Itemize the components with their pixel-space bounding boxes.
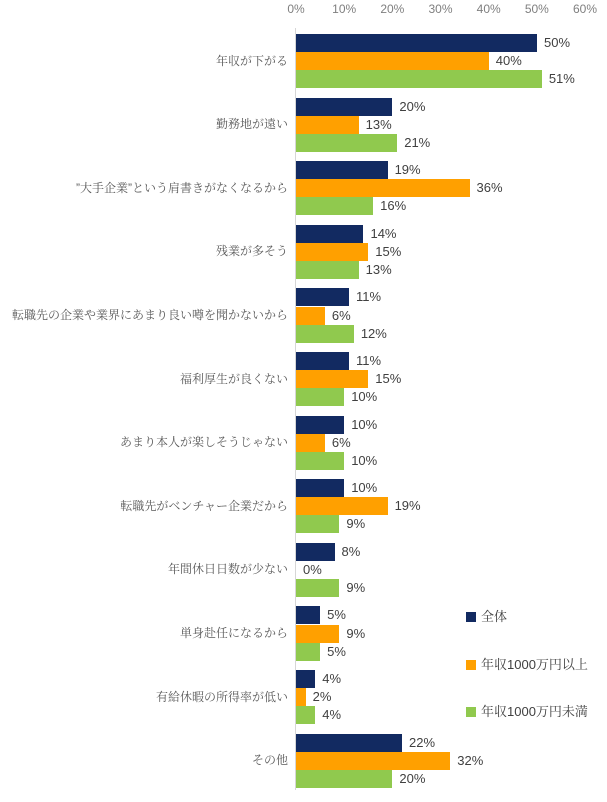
category-label: 有給休暇の所得率が低い bbox=[155, 689, 288, 704]
bar bbox=[296, 770, 392, 788]
value-label: 6% bbox=[331, 434, 351, 450]
bar bbox=[296, 116, 359, 134]
bar bbox=[296, 734, 402, 752]
legend-item bbox=[466, 657, 588, 673]
value-label: 12% bbox=[360, 325, 387, 341]
value-label: 4% bbox=[322, 671, 342, 687]
bar bbox=[296, 416, 344, 434]
x-axis-tick-label: 10% bbox=[332, 2, 357, 16]
value-label: 4% bbox=[322, 707, 342, 723]
value-label: 19% bbox=[394, 498, 421, 514]
category-label: 年収が下がる bbox=[215, 53, 288, 68]
bar bbox=[296, 161, 388, 179]
value-label: 36% bbox=[476, 180, 503, 196]
value-label: 9% bbox=[346, 625, 366, 641]
value-label: 22% bbox=[409, 734, 436, 750]
bar bbox=[296, 70, 542, 88]
category-label: 転職先の企業や業界にあまり良い噂を聞かないから bbox=[11, 308, 288, 323]
value-label: 20% bbox=[399, 98, 426, 114]
value-label: 10% bbox=[351, 480, 378, 496]
value-label: 8% bbox=[341, 543, 361, 559]
bar bbox=[296, 370, 368, 388]
value-label: 5% bbox=[327, 607, 346, 623]
bar bbox=[296, 225, 363, 243]
bar bbox=[296, 452, 344, 470]
bar bbox=[296, 52, 489, 70]
value-label: 0% bbox=[303, 561, 322, 577]
value-label: 13% bbox=[365, 116, 392, 132]
bar bbox=[296, 134, 397, 152]
value-label: 16% bbox=[380, 198, 407, 214]
value-label: 32% bbox=[457, 752, 484, 768]
value-label: 9% bbox=[346, 516, 366, 532]
category-label: あまり本人が楽しそうじゃない bbox=[119, 435, 288, 450]
category-label: その他 bbox=[251, 753, 288, 768]
bar bbox=[296, 352, 349, 370]
bar bbox=[296, 325, 354, 343]
value-label: 10% bbox=[351, 416, 378, 432]
category-label: 勤務地が遠い bbox=[215, 117, 288, 132]
legend-swatch bbox=[466, 660, 476, 670]
bar bbox=[296, 706, 315, 724]
value-label: 20% bbox=[399, 770, 426, 786]
category-label: 単身赴任になるから bbox=[179, 626, 288, 641]
value-label: 14% bbox=[370, 225, 397, 241]
x-axis-tick-label: 50% bbox=[524, 2, 549, 16]
bar bbox=[296, 497, 388, 515]
legend-label: 年収1000万円以上 bbox=[481, 656, 588, 672]
category-label: 残業が多そう bbox=[215, 244, 288, 259]
bar bbox=[296, 579, 339, 597]
value-label: 15% bbox=[375, 243, 402, 259]
legend-swatch bbox=[466, 612, 476, 622]
legend-item bbox=[466, 704, 588, 720]
bar bbox=[296, 670, 315, 688]
value-label: 40% bbox=[495, 53, 522, 69]
bar bbox=[296, 606, 320, 624]
bar bbox=[296, 479, 344, 497]
bar bbox=[296, 261, 359, 279]
category-label: ”大手企業”という肩書きがなくなるから bbox=[76, 180, 288, 195]
value-label: 10% bbox=[351, 389, 378, 405]
bar bbox=[296, 688, 306, 706]
value-label: 15% bbox=[375, 371, 402, 387]
bar bbox=[296, 434, 325, 452]
x-axis-tick-label: 20% bbox=[380, 2, 405, 16]
bar bbox=[296, 388, 344, 406]
x-axis-tick-label: 0% bbox=[287, 2, 305, 16]
value-label: 50% bbox=[544, 35, 571, 51]
value-label: 13% bbox=[365, 262, 392, 278]
bar bbox=[296, 34, 537, 52]
bar bbox=[296, 643, 320, 661]
x-axis-tick-label: 30% bbox=[428, 2, 453, 16]
value-label: 2% bbox=[312, 689, 332, 705]
bar bbox=[296, 243, 368, 261]
value-label: 9% bbox=[346, 580, 366, 596]
bar bbox=[296, 543, 335, 561]
value-label: 6% bbox=[331, 307, 351, 323]
bar bbox=[296, 197, 373, 215]
value-label: 51% bbox=[548, 71, 575, 87]
value-label: 11% bbox=[356, 353, 382, 369]
value-label: 10% bbox=[351, 452, 378, 468]
category-label: 転職先がベンチャー企業だから bbox=[120, 498, 288, 513]
bar bbox=[296, 625, 339, 643]
category-label: 福利厚生が良くない bbox=[179, 371, 288, 386]
value-label: 19% bbox=[394, 162, 421, 178]
value-label: 11% bbox=[356, 289, 382, 305]
bar bbox=[296, 98, 392, 116]
legend-swatch bbox=[466, 707, 476, 717]
value-label: 21% bbox=[404, 134, 431, 150]
legend-item bbox=[466, 609, 507, 625]
value-label: 5% bbox=[327, 643, 346, 659]
x-axis-tick-label: 60% bbox=[573, 2, 598, 16]
bar bbox=[296, 515, 339, 533]
legend-label: 全体 bbox=[481, 609, 508, 624]
x-axis-tick-label: 40% bbox=[476, 2, 501, 16]
category-label: 年間休日日数が少ない bbox=[167, 562, 288, 577]
bar bbox=[296, 752, 450, 770]
legend-label: 年収1000万円未満 bbox=[481, 704, 588, 719]
bar bbox=[296, 288, 349, 306]
bar bbox=[296, 179, 470, 197]
bar bbox=[296, 307, 325, 325]
